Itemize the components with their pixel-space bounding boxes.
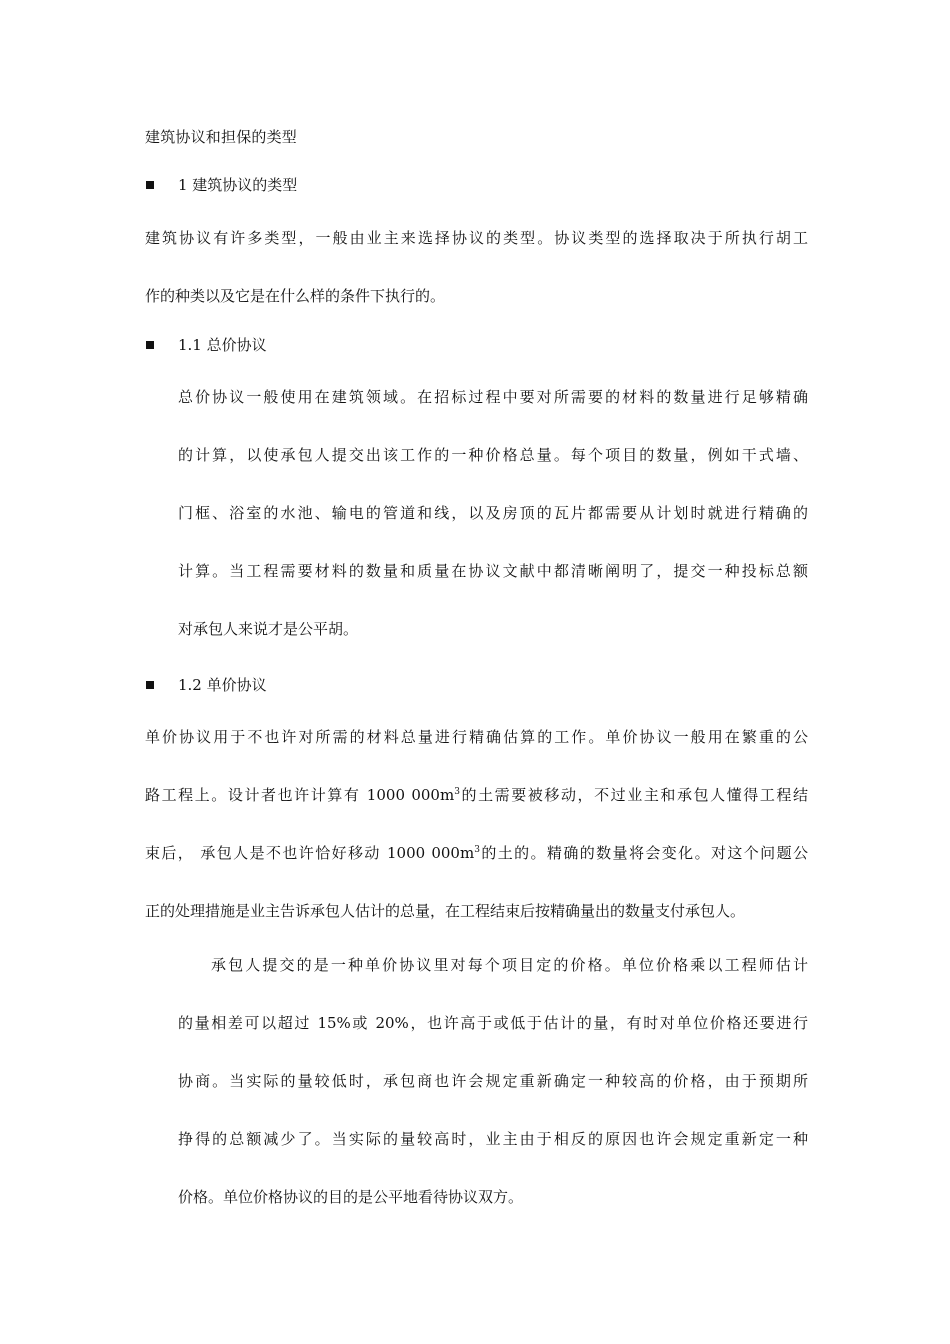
paragraph-line: 的量相差可以超过 15%或 20%，也许高于或低于估计的量，有时对单位价格还要进行 [178, 1014, 808, 1032]
paragraph-line: 作的种类以及它是在什么样的条件下执行的。 [145, 287, 446, 305]
paragraph-line: 承包人提交的是一种单价协议里对每个项目定的价格。单位价格乘以工程师估计 [211, 956, 808, 974]
text-run: 的土的。精确的数量将会变化。对这个问题公 [479, 844, 808, 862]
paragraph-line: 对承包人来说才是公平胡。 [178, 620, 359, 638]
paragraph-line: 门框、浴室的水池、输电的管道和线，以及房顶的瓦片都需要从计划时就进行精确的 [178, 504, 808, 522]
paragraph-line: 挣得的总额减少了。当实际的量较高时，业主由于相反的原因也许会规定重新定一种 [178, 1130, 808, 1148]
section-1-2-heading: 1.2 单价协议 [178, 676, 267, 694]
text-run: 的土需要被移动，不过业主和承包人懂得工程结 [459, 786, 808, 804]
paragraph-line: 建筑协议有许多类型，一般由业主来选择协议的类型。协议类型的选择取决于所执行胡工 [145, 229, 808, 247]
section-1-1-paragraph [178, 387, 808, 639]
paragraph-line: 总价协议一般使用在建筑领域。在招标过程中要对所需要的材料的数量进行足够精确 [178, 388, 808, 406]
text-run: 束后， 承包人是不也许恰好移动 1000 000m [145, 844, 475, 862]
superscript: 3 [454, 787, 460, 797]
bullet-icon [146, 341, 154, 349]
paragraph-line [145, 785, 808, 805]
section-1-2-paragraph-1 [145, 727, 808, 921]
superscript: 3 [474, 845, 480, 855]
text-run: 路工程上。设计者也许计算有 1000 000m [145, 786, 455, 804]
paragraph-line: 协商。当实际的量较低时，承包商也许会规定重新确定一种较高的价格，由于预期所 [178, 1072, 808, 1090]
bullet-icon [146, 681, 154, 689]
section-1-paragraph [145, 228, 808, 306]
paragraph-line: 单价协议用于不也许对所需的材料总量进行精确估算的工作。单价协议一般用在繁重的公 [145, 728, 808, 746]
paragraph-line: 正的处理措施是业主告诉承包人估计的总量，在工程结束后按精确量出的数量支付承包人。 [145, 902, 746, 920]
bullet-icon [146, 181, 154, 189]
section-1-heading: 1 建筑协议的类型 [178, 176, 298, 194]
paragraph-line: 价格。单位价格协议的目的是公平地看待协议双方。 [178, 1188, 524, 1206]
section-1-1-heading: 1.1 总价协议 [178, 336, 267, 354]
paragraph-line: 的计算，以使承包人提交出该工作的一种价格总量。每个项目的数量，例如干式墙、 [178, 446, 808, 464]
section-1-2-paragraph-2 [178, 955, 808, 1207]
document-title: 建筑协议和担保的类型 [145, 128, 298, 146]
paragraph-line [145, 843, 808, 863]
paragraph-line: 计算。当工程需要材料的数量和质量在协议文献中都清晰阐明了，提交一种投标总额 [178, 562, 808, 580]
